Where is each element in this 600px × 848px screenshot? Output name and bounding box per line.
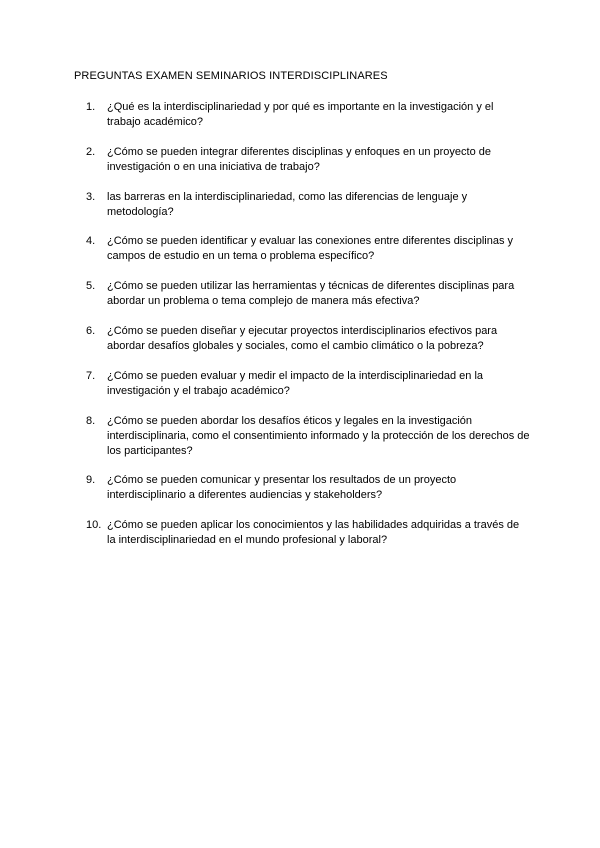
question-text: ¿Cómo se pueden comunicar y presentar los resultados de un proyecto interdisciplinario a diferentes audiencias y stakeholders? xyxy=(107,474,457,502)
question-number: 10. xyxy=(86,519,102,532)
list-item xyxy=(86,324,530,354)
question-number: 1. xyxy=(86,101,96,113)
question-number: 4. xyxy=(86,235,96,248)
question-text: ¿Cómo se pueden utilizar las herramientas y técnicas de diferentes disciplinas para abordar un problema o tema complejo de manera más efectiva? xyxy=(107,280,515,308)
list-item xyxy=(86,145,530,175)
list-item xyxy=(86,473,530,503)
question-text: ¿Cómo se pueden integrar diferentes disciplinas y enfoques en un proyecto de investigación o en una iniciativa de trabajo? xyxy=(107,145,492,173)
question-text: ¿Cómo se pueden aplicar los conocimientos y las habilidades adquiridas a través de la interdisciplinariedad en el mundo profesional y laboral? xyxy=(107,519,520,547)
question-text: ¿Cómo se pueden abordar los desafíos éticos y legales en la investigación interdisciplinaria, como el consentimiento informado y la protección de los derechos de los participantes? xyxy=(107,414,530,457)
document-title: PREGUNTAS EXAMEN SEMINARIOS INTERDISCIPLINARES xyxy=(74,70,388,82)
list-item xyxy=(86,279,530,309)
question-text: ¿Cómo se pueden evaluar y medir el impacto de la interdisciplinariedad en la investigación y el trabajo académico? xyxy=(107,369,484,397)
question-number: 8. xyxy=(86,414,96,427)
question-text: ¿Cómo se pueden diseñar y ejecutar proyectos interdisciplinarios efectivos para abordar desafíos globales y sociales, como el cambio climático o la pobreza? xyxy=(107,324,498,352)
list-item xyxy=(86,190,530,220)
question-text: ¿Qué es la interdisciplinariedad y por qué es importante en la investigación y el trabajo académico? xyxy=(107,101,494,128)
list-item xyxy=(86,414,530,459)
question-number: 9. xyxy=(86,474,96,487)
list-item xyxy=(86,518,530,548)
question-text: ¿Cómo se pueden identificar y evaluar las conexiones entre diferentes disciplinas y campos de estudio en un tema o problema específico? xyxy=(107,235,513,263)
question-list xyxy=(86,100,530,563)
question-number: 6. xyxy=(86,324,96,337)
question-number: 2. xyxy=(86,145,96,158)
list-item xyxy=(86,234,530,264)
question-number: 5. xyxy=(86,280,96,293)
question-text: las barreras en la interdisciplinariedad, como las diferencias de lenguaje y metodología? xyxy=(107,190,468,218)
question-number: 3. xyxy=(86,190,96,203)
question-number: 7. xyxy=(86,369,96,382)
list-item xyxy=(86,100,530,130)
list-item xyxy=(86,369,530,399)
